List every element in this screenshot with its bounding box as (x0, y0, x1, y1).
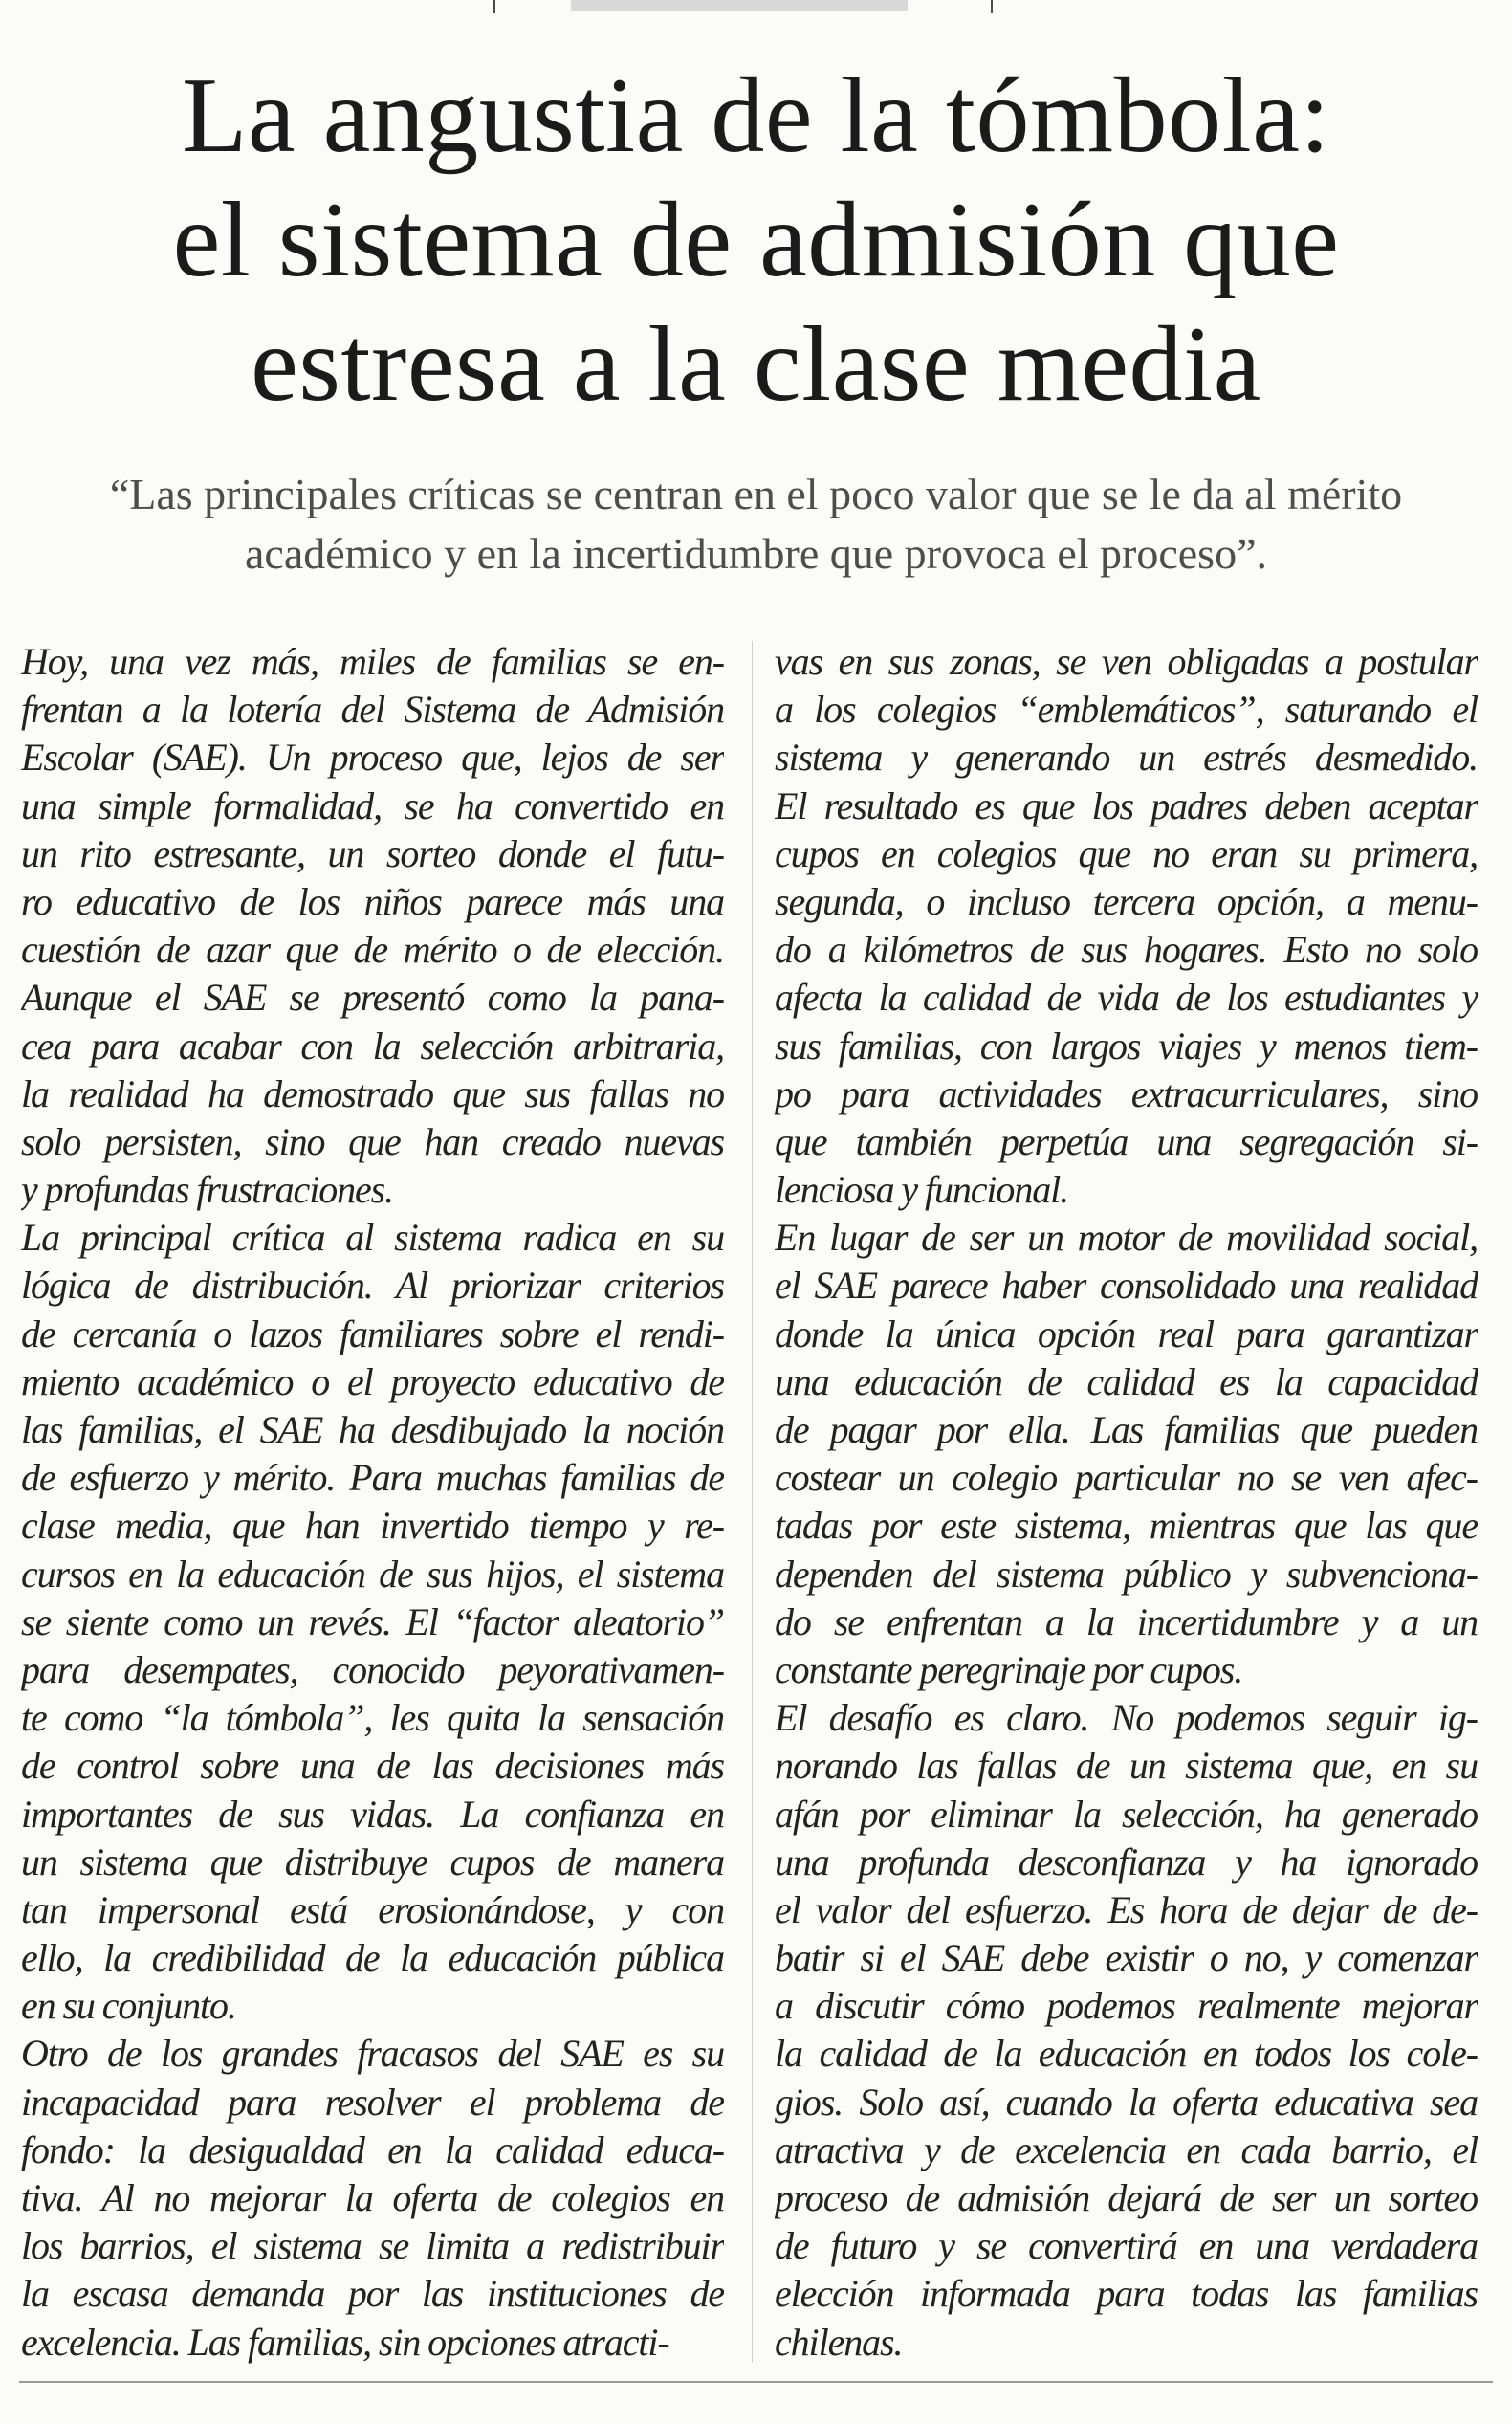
section-tab (571, 0, 908, 11)
body-text-line: Aunque el SAE se presentó como la pana- (21, 976, 724, 1020)
body-text-line: las familias, el SAE ha desdibujado la noción (21, 1408, 724, 1451)
body-text-line: de esfuerzo y mérito. Para muchas familias de (21, 1456, 724, 1500)
body-text-line: solo persisten, sino que han creado nuevas (21, 1119, 724, 1163)
body-text-line: constante peregrinaje por cupos. (775, 1647, 1243, 1691)
body-text-line: y profundas frustraciones. (21, 1168, 394, 1212)
body-text-line: a discutir cómo podemos realmente mejorar (775, 1984, 1478, 2028)
body-text-line: excelencia. Las familias, sin opciones atracti- (21, 2320, 669, 2364)
top-tick-mark (991, 0, 993, 13)
body-text-line: ro educativo de los niños parece más una (21, 879, 724, 923)
body-text-line: Hoy, una vez más, miles de familias se en- (21, 640, 724, 683)
pullquote-line: “Las principales críticas se centran en el poco valor que se le da al mérito (109, 470, 1403, 518)
body-text-line: tiva. Al no mejorar la oferta de colegios en (21, 2176, 724, 2219)
body-text-line: a los colegios “emblemáticos”, saturando el (775, 688, 1478, 732)
body-text-line: se siente como un revés. El “factor aleatorio” (21, 1599, 724, 1643)
body-text-line: costear un colegio particular no se ven afec- (775, 1456, 1478, 1500)
body-text-line: un sistema que distribuye cupos de manera (21, 1840, 724, 1884)
body-text-line: El resultado es que los padres deben aceptar (775, 783, 1478, 827)
body-text-line: atractiva y de excelencia en cada barrio, el (775, 2127, 1478, 2171)
headline-line: estresa a la clase media (251, 305, 1261, 424)
body-text-line: de pagar por ella. Las familias que pueden (775, 1408, 1478, 1451)
body-text-line: tadas por este sistema, mientras que las que (775, 1504, 1478, 1548)
body-text-line: do a kilómetros de sus hogares. Esto no solo (775, 928, 1478, 972)
body-text-line: tan impersonal está erosionándose, y con (21, 1887, 724, 1931)
body-text-line: para desempates, conocido peyorativamen- (21, 1647, 724, 1691)
body-text-line: En lugar de ser un motor de movilidad social, (775, 1216, 1478, 1260)
body-text-line: cuestión de azar que de mérito o de elección. (21, 928, 724, 972)
body-text-line: te como “la tómbola”, les quita la sensación (21, 1696, 724, 1740)
body-text-line: en su conjunto. (21, 1984, 236, 2028)
body-text-line: que también perpetúa una segregación si- (775, 1119, 1478, 1163)
body-text-line: de cercanía o lazos familiares sobre el rendi- (21, 1311, 724, 1355)
body-text-line: frentan a la lotería del Sistema de Admisión (21, 688, 724, 732)
body-text-line: Otro de los grandes fracasos del SAE es su (21, 2032, 724, 2076)
body-text-line: po para actividades extracurriculares, sino (775, 1071, 1478, 1115)
body-text-line: donde la única opción real para garantizar (775, 1311, 1478, 1355)
body-text-line: vas en sus zonas, se ven obligadas a postular (775, 640, 1478, 683)
body-text-line: gios. Solo así, cuando la oferta educativa sea (775, 2080, 1478, 2124)
article-pullquote (19, 465, 1493, 584)
body-text-line: el SAE parece haber consolidado una realidad (775, 1264, 1478, 1308)
body-text-line: sus familias, con largos viajes y menos tiem- (775, 1024, 1478, 1068)
body-text-line: de futuro y se convertirá en una verdadera (775, 2224, 1478, 2268)
body-text-line: miento académico o el proyecto educativo de (21, 1359, 724, 1403)
body-text-line: el valor del esfuerzo. Es hora de dejar de de- (775, 1887, 1478, 1931)
body-text-line: segunda, o incluso tercera opción, a menu- (775, 879, 1478, 923)
body-text-line: cupos en colegios que no eran su primera, (775, 831, 1478, 875)
body-text-line: la calidad de la educación en todos los cole- (775, 2032, 1478, 2076)
body-text-line: de control sobre una de las decisiones más (21, 1744, 724, 1788)
body-text-line: La principal crítica al sistema radica en su (21, 1216, 724, 1260)
body-text-line: El desafío es claro. No podemos seguir ig- (775, 1696, 1478, 1740)
headline-line: La angustia de la tómbola: (181, 56, 1331, 175)
body-text-line: proceso de admisión dejará de ser un sorteo (775, 2176, 1478, 2219)
body-column-left (21, 638, 724, 2367)
body-text-line: cea para acabar con la selección arbitraria, (21, 1024, 724, 1068)
body-text-line: lógica de distribución. Al priorizar criterios (21, 1264, 724, 1308)
body-text-line: elección informada para todas las familias (775, 2272, 1478, 2316)
headline-line: el sistema de admisión que (172, 181, 1340, 299)
body-text-line: cursos en la educación de sus hijos, el sistema (21, 1552, 724, 1596)
body-text-line: lenciosa y funcional. (775, 1168, 1069, 1212)
body-text-line: do se enfrentan a la incertidumbre y a un (775, 1599, 1478, 1643)
body-text-line: fondo: la desigualdad en la calidad educa- (21, 2127, 724, 2171)
body-column-right (775, 638, 1478, 2367)
body-text-line: una profunda desconfianza y ha ignorado (775, 1840, 1478, 1884)
body-text-line: importantes de sus vidas. La confianza en (21, 1792, 724, 1836)
body-text-line: clase media, que han invertido tiempo y re- (21, 1504, 724, 1548)
top-tick-mark (493, 0, 495, 13)
body-text-line: Escolar (SAE). Un proceso que, lejos de ser (21, 736, 724, 780)
pullquote-line: académico y en la incertidumbre que provoca el proceso”. (244, 529, 1267, 578)
body-text-line: norando las fallas de un sistema que, en su (775, 1744, 1478, 1788)
body-text-line: una simple formalidad, se ha convertido en (21, 783, 724, 827)
body-text-line: sistema y generando un estrés desmedido. (775, 736, 1478, 780)
body-text-line: batir si el SAE debe existir o no, y comenzar (775, 1936, 1478, 1980)
body-text-line: ello, la credibilidad de la educación pública (21, 1936, 724, 1980)
body-text-line: afecta la calidad de vida de los estudiantes y (775, 976, 1478, 1020)
body-text-line: la realidad ha demostrado que sus fallas no (21, 1071, 724, 1115)
body-text-line: afán por eliminar la selección, ha generado (775, 1792, 1478, 1836)
body-text-line: dependen del sistema público y subvenciona- (775, 1552, 1478, 1596)
article-headline (19, 54, 1493, 427)
body-text-line: chilenas. (775, 2320, 903, 2364)
body-text-line: los barrios, el sistema se limita a redistribuir (21, 2224, 724, 2268)
body-text-line: incapacidad para resolver el problema de (21, 2080, 724, 2124)
page-top-edge (0, 0, 1512, 19)
body-text-line: la escasa demanda por las instituciones de (21, 2272, 724, 2316)
body-text-line: un rito estresante, un sorteo donde el futu- (21, 831, 724, 875)
body-text-line: una educación de calidad es la capacidad (775, 1359, 1478, 1403)
column-divider (752, 641, 753, 2363)
bottom-rule (19, 2381, 1493, 2383)
